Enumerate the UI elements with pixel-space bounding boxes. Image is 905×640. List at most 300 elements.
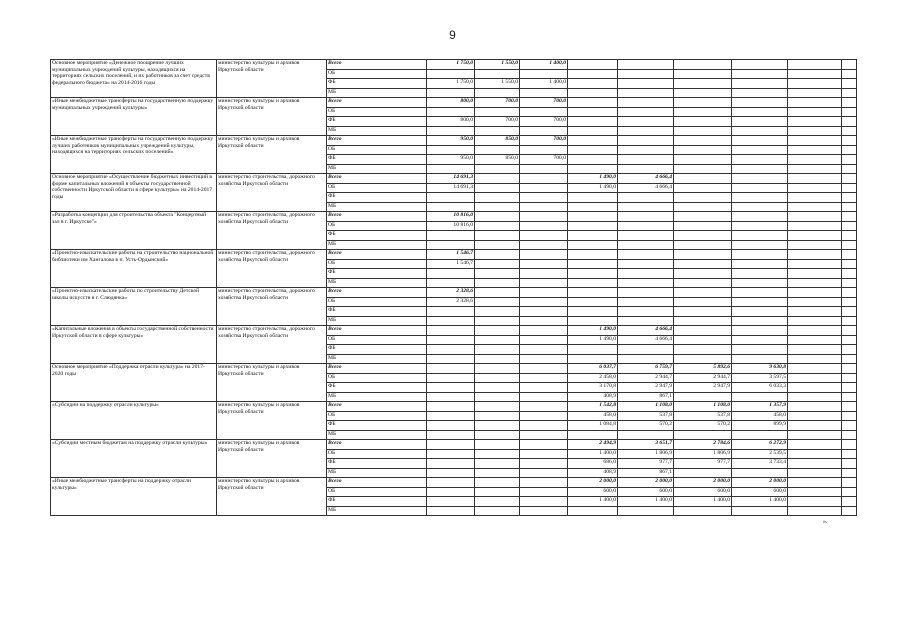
- amount-cell: [618, 288, 674, 298]
- executor-cell: министерство строительства, дорожного хозяйства Иркутской области: [217, 326, 327, 364]
- amount-cell: [475, 335, 520, 345]
- amount-cell: [618, 231, 674, 241]
- amount-cell: 950,0: [427, 155, 475, 165]
- amount-cell: [788, 164, 842, 174]
- funding-source-cell: МБ: [327, 240, 427, 250]
- amount-cell: [842, 345, 857, 355]
- amount-cell: [842, 107, 857, 117]
- amount-cell: [674, 164, 732, 174]
- amount-cell: [475, 468, 520, 478]
- amount-cell: 700,0: [520, 98, 568, 108]
- amount-cell: [842, 193, 857, 203]
- amount-cell: 850,0: [475, 155, 520, 165]
- amount-cell: 6 037,7: [568, 364, 618, 374]
- amount-cell: 700,0: [520, 117, 568, 127]
- amount-cell: [427, 364, 475, 374]
- amount-cell: 1 084,8: [568, 421, 618, 431]
- amount-cell: [618, 69, 674, 79]
- amount-cell: [568, 506, 618, 516]
- table-row: [51, 136, 857, 146]
- amount-cell: [842, 278, 857, 288]
- amount-cell: [475, 411, 520, 421]
- amount-cell: [842, 506, 857, 516]
- amount-cell: [842, 335, 857, 345]
- amount-cell: [732, 126, 788, 136]
- amount-cell: 1 806,9: [674, 449, 732, 459]
- amount-cell: [475, 307, 520, 317]
- table-row: [51, 250, 857, 260]
- amount-cell: [842, 421, 857, 431]
- amount-cell: [568, 79, 618, 89]
- amount-cell: [788, 297, 842, 307]
- amount-cell: [674, 145, 732, 155]
- amount-cell: [618, 316, 674, 326]
- amount-cell: [674, 269, 732, 279]
- amount-cell: [618, 164, 674, 174]
- amount-cell: [475, 364, 520, 374]
- amount-cell: 458,0: [568, 411, 618, 421]
- amount-cell: [788, 440, 842, 450]
- amount-cell: [732, 60, 788, 70]
- amount-cell: [674, 88, 732, 98]
- amount-cell: 2 494,9: [568, 440, 618, 450]
- amount-cell: [520, 354, 568, 364]
- amount-cell: [618, 259, 674, 269]
- amount-cell: [788, 259, 842, 269]
- amount-cell: [618, 278, 674, 288]
- amount-cell: [842, 497, 857, 507]
- amount-cell: 1 490,0: [568, 326, 618, 336]
- funding-source-cell: Всего: [327, 250, 427, 260]
- funding-source-cell: Всего: [327, 288, 427, 298]
- amount-cell: [475, 459, 520, 469]
- amount-cell: [427, 497, 475, 507]
- amount-cell: [842, 117, 857, 127]
- amount-cell: [520, 202, 568, 212]
- amount-cell: [475, 88, 520, 98]
- amount-cell: 1 400,0: [732, 497, 788, 507]
- amount-cell: 3 651,7: [618, 440, 674, 450]
- amount-cell: [520, 88, 568, 98]
- amount-cell: 4 666,4: [618, 335, 674, 345]
- amount-cell: [788, 392, 842, 402]
- amount-cell: [427, 126, 475, 136]
- funding-source-cell: МБ: [327, 468, 427, 478]
- amount-cell: 1 400,0: [568, 497, 618, 507]
- amount-cell: 408,9: [568, 468, 618, 478]
- amount-cell: [788, 79, 842, 89]
- amount-cell: [674, 212, 732, 222]
- amount-cell: [427, 478, 475, 488]
- amount-cell: 700,0: [475, 98, 520, 108]
- amount-cell: [674, 430, 732, 440]
- amount-cell: [568, 155, 618, 165]
- amount-cell: 570,2: [674, 421, 732, 431]
- amount-cell: [788, 183, 842, 193]
- amount-cell: [674, 316, 732, 326]
- amount-cell: [842, 326, 857, 336]
- amount-cell: [674, 136, 732, 146]
- amount-cell: [475, 278, 520, 288]
- amount-cell: [842, 383, 857, 393]
- amount-cell: [842, 136, 857, 146]
- amount-cell: [732, 250, 788, 260]
- amount-cell: [732, 430, 788, 440]
- amount-cell: [520, 497, 568, 507]
- amount-cell: 6 759,7: [618, 364, 674, 374]
- funding-source-cell: ФБ: [327, 421, 427, 431]
- funding-source-cell: Всего: [327, 98, 427, 108]
- funding-source-cell: МБ: [327, 126, 427, 136]
- amount-cell: [427, 278, 475, 288]
- table-row: [51, 288, 857, 298]
- funding-source-cell: МБ: [327, 278, 427, 288]
- amount-cell: [475, 240, 520, 250]
- amount-cell: [842, 297, 857, 307]
- funding-source-cell: Всего: [327, 60, 427, 70]
- activity-name-cell: «Иные межбюджетные трансферты на поддержку отрасли культуры»: [51, 478, 217, 516]
- amount-cell: [568, 107, 618, 117]
- amount-cell: [427, 164, 475, 174]
- amount-cell: [788, 373, 842, 383]
- amount-cell: [674, 126, 732, 136]
- amount-cell: [842, 288, 857, 298]
- amount-cell: [568, 202, 618, 212]
- amount-cell: [568, 250, 618, 260]
- activity-name-cell: «Проектно-изыскательские работы на строительство национальной библиотеки им Хангалова в п. Усть-Ордынский»: [51, 250, 217, 288]
- amount-cell: 800,0: [427, 98, 475, 108]
- amount-cell: [732, 269, 788, 279]
- executor-cell: министерство строительства, дорожного хозяйства Иркутской области: [217, 288, 327, 326]
- amount-cell: [427, 145, 475, 155]
- amount-cell: 4 666,4: [618, 174, 674, 184]
- amount-cell: [788, 430, 842, 440]
- amount-cell: 5 892,6: [674, 364, 732, 374]
- amount-cell: [520, 316, 568, 326]
- funding-source-cell: ОБ: [327, 449, 427, 459]
- amount-cell: [475, 497, 520, 507]
- amount-cell: [520, 383, 568, 393]
- amount-cell: [674, 297, 732, 307]
- amount-cell: [568, 430, 618, 440]
- amount-cell: [842, 183, 857, 193]
- amount-cell: [674, 183, 732, 193]
- amount-cell: [674, 250, 732, 260]
- amount-cell: [842, 392, 857, 402]
- amount-cell: [475, 183, 520, 193]
- amount-cell: [842, 145, 857, 155]
- amount-cell: [618, 88, 674, 98]
- amount-cell: [842, 155, 857, 165]
- amount-cell: [842, 231, 857, 241]
- amount-cell: 2 000,0: [568, 478, 618, 488]
- amount-cell: [674, 345, 732, 355]
- amount-cell: [788, 98, 842, 108]
- amount-cell: [842, 174, 857, 184]
- table-row: [51, 402, 857, 412]
- amount-cell: [520, 174, 568, 184]
- budget-table-body: [51, 60, 857, 516]
- amount-cell: [475, 231, 520, 241]
- amount-cell: [732, 345, 788, 355]
- amount-cell: 2 947,9: [618, 383, 674, 393]
- amount-cell: [520, 193, 568, 203]
- amount-cell: 10 816,0: [427, 221, 475, 231]
- amount-cell: 2 947,9: [674, 383, 732, 393]
- funding-source-cell: МБ: [327, 354, 427, 364]
- amount-cell: [674, 392, 732, 402]
- amount-cell: [475, 402, 520, 412]
- funding-source-cell: Всего: [327, 212, 427, 222]
- amount-cell: [788, 478, 842, 488]
- amount-cell: [842, 259, 857, 269]
- amount-cell: [520, 459, 568, 469]
- amount-cell: [788, 449, 842, 459]
- amount-cell: 977,7: [674, 459, 732, 469]
- amount-cell: 2 944,7: [618, 373, 674, 383]
- amount-cell: [475, 487, 520, 497]
- amount-cell: 2 000,0: [732, 478, 788, 488]
- amount-cell: [732, 335, 788, 345]
- table-row: [51, 364, 857, 374]
- amount-cell: [475, 202, 520, 212]
- funding-source-cell: МБ: [327, 506, 427, 516]
- amount-cell: [427, 421, 475, 431]
- amount-cell: 9 630,8: [732, 364, 788, 374]
- amount-cell: 2 328,6: [427, 288, 475, 298]
- amount-cell: [732, 259, 788, 269]
- amount-cell: [674, 155, 732, 165]
- amount-cell: 1 400,0: [520, 79, 568, 89]
- activity-name-cell: «Проектно-изыскательские работы по строительству Детской школы искусств в г. Слюдянка»: [51, 288, 217, 326]
- amount-cell: [788, 250, 842, 260]
- amount-cell: [618, 250, 674, 260]
- amount-cell: 950,0: [427, 136, 475, 146]
- amount-cell: [788, 345, 842, 355]
- amount-cell: [427, 411, 475, 421]
- amount-cell: [520, 430, 568, 440]
- amount-cell: [674, 69, 732, 79]
- amount-cell: 2 000,0: [618, 478, 674, 488]
- funding-source-cell: ФБ: [327, 231, 427, 241]
- amount-cell: [788, 459, 842, 469]
- amount-cell: [618, 212, 674, 222]
- amount-cell: [568, 307, 618, 317]
- amount-cell: [732, 297, 788, 307]
- funding-source-cell: ОБ: [327, 297, 427, 307]
- amount-cell: [568, 297, 618, 307]
- amount-cell: [475, 212, 520, 222]
- amount-cell: [568, 193, 618, 203]
- amount-cell: [732, 145, 788, 155]
- amount-cell: [520, 250, 568, 260]
- amount-cell: [674, 506, 732, 516]
- amount-cell: [520, 392, 568, 402]
- amount-cell: [788, 383, 842, 393]
- funding-source-cell: ОБ: [327, 183, 427, 193]
- funding-source-cell: ФБ: [327, 117, 427, 127]
- amount-cell: 1 750,0: [427, 79, 475, 89]
- amount-cell: 700,0: [475, 117, 520, 127]
- funding-source-cell: Всего: [327, 402, 427, 412]
- executor-cell: министерство строительства, дорожного хозяйства Иркутской области: [217, 174, 327, 212]
- amount-cell: [788, 269, 842, 279]
- funding-source-cell: ФБ: [327, 79, 427, 89]
- amount-cell: [618, 79, 674, 89]
- amount-cell: [520, 164, 568, 174]
- amount-cell: [674, 288, 732, 298]
- amount-cell: 2 539,5: [732, 449, 788, 459]
- table-row: [51, 174, 857, 184]
- amount-cell: [674, 174, 732, 184]
- amount-cell: 1 550,0: [475, 60, 520, 70]
- amount-cell: [427, 449, 475, 459]
- amount-cell: [618, 345, 674, 355]
- amount-cell: [520, 69, 568, 79]
- amount-cell: [788, 288, 842, 298]
- table-row: [51, 440, 857, 450]
- amount-cell: [475, 164, 520, 174]
- amount-cell: 899,9: [732, 421, 788, 431]
- amount-cell: [674, 60, 732, 70]
- amount-cell: [618, 145, 674, 155]
- funding-source-cell: ОБ: [327, 221, 427, 231]
- funding-source-cell: МБ: [327, 392, 427, 402]
- amount-cell: 1 490,0: [568, 335, 618, 345]
- amount-cell: [842, 307, 857, 317]
- amount-cell: [568, 345, 618, 355]
- amount-cell: 867,1: [618, 392, 674, 402]
- amount-cell: [732, 326, 788, 336]
- amount-cell: [475, 449, 520, 459]
- amount-cell: 1 542,8: [568, 402, 618, 412]
- amount-cell: [520, 288, 568, 298]
- amount-cell: [427, 345, 475, 355]
- amount-cell: [732, 174, 788, 184]
- amount-cell: [475, 221, 520, 231]
- amount-cell: 2 784,6: [674, 440, 732, 450]
- funding-source-cell: ФБ: [327, 193, 427, 203]
- amount-cell: [475, 326, 520, 336]
- amount-cell: [475, 316, 520, 326]
- amount-cell: 1 400,0: [568, 449, 618, 459]
- funding-source-cell: МБ: [327, 430, 427, 440]
- amount-cell: [842, 202, 857, 212]
- amount-cell: [475, 174, 520, 184]
- amount-cell: [842, 449, 857, 459]
- amount-cell: [732, 107, 788, 117]
- amount-cell: [427, 468, 475, 478]
- amount-cell: [568, 316, 618, 326]
- amount-cell: [788, 221, 842, 231]
- amount-cell: 977,7: [618, 459, 674, 469]
- amount-cell: 700,0: [520, 136, 568, 146]
- activity-name-cell: «Капитальные вложения в объекты государственной собственности Иркутской области в сфере культуры»: [51, 326, 217, 364]
- amount-cell: 6 272,9: [732, 440, 788, 450]
- amount-cell: [788, 240, 842, 250]
- amount-cell: 600,0: [618, 487, 674, 497]
- amount-cell: [732, 288, 788, 298]
- funding-source-cell: ФБ: [327, 459, 427, 469]
- amount-cell: [788, 88, 842, 98]
- amount-cell: [520, 373, 568, 383]
- amount-cell: [427, 269, 475, 279]
- amount-cell: [732, 79, 788, 89]
- amount-cell: [427, 430, 475, 440]
- amount-cell: 1 546,7: [427, 250, 475, 260]
- funding-source-cell: МБ: [327, 202, 427, 212]
- amount-cell: [427, 402, 475, 412]
- amount-cell: [732, 202, 788, 212]
- amount-cell: [674, 221, 732, 231]
- amount-cell: 867,1: [618, 468, 674, 478]
- amount-cell: [618, 136, 674, 146]
- amount-cell: [732, 354, 788, 364]
- amount-cell: 1 108,0: [618, 402, 674, 412]
- amount-cell: [788, 326, 842, 336]
- amount-cell: [618, 430, 674, 440]
- amount-cell: [427, 354, 475, 364]
- amount-cell: [618, 98, 674, 108]
- funding-source-cell: Всего: [327, 136, 427, 146]
- amount-cell: [732, 506, 788, 516]
- amount-cell: 4 666,4: [618, 183, 674, 193]
- amount-cell: [788, 335, 842, 345]
- amount-cell: [788, 402, 842, 412]
- activity-name-cell: «Субсидии местным бюджетам на поддержку отрасли культуры»: [51, 440, 217, 478]
- funding-source-cell: ОБ: [327, 69, 427, 79]
- amount-cell: [568, 288, 618, 298]
- amount-cell: [520, 183, 568, 193]
- activity-name-cell: «Разработка концепции для строительства объекта "Концертный зал в г. Иркутске"»: [51, 212, 217, 250]
- amount-cell: 1 400,0: [520, 60, 568, 70]
- amount-cell: [788, 487, 842, 497]
- amount-cell: [475, 145, 520, 155]
- amount-cell: [732, 278, 788, 288]
- amount-cell: [568, 88, 618, 98]
- amount-cell: [520, 259, 568, 269]
- amount-cell: [674, 326, 732, 336]
- amount-cell: [475, 193, 520, 203]
- amount-cell: [475, 288, 520, 298]
- page-number: 9: [449, 28, 456, 42]
- amount-cell: 14 691,3: [427, 183, 475, 193]
- amount-cell: [618, 193, 674, 203]
- amount-cell: [618, 107, 674, 117]
- amount-cell: 2 328,6: [427, 297, 475, 307]
- amount-cell: [520, 506, 568, 516]
- funding-source-cell: ОБ: [327, 145, 427, 155]
- amount-cell: [674, 354, 732, 364]
- executor-cell: министерство культуры и архивов Иркутской области: [217, 440, 327, 478]
- amount-cell: 14 691,3: [427, 174, 475, 184]
- funding-source-cell: ФБ: [327, 155, 427, 165]
- amount-cell: [427, 335, 475, 345]
- table-row: [51, 478, 857, 488]
- amount-cell: [520, 411, 568, 421]
- amount-cell: [568, 221, 618, 231]
- closing-quote-mark: ».: [823, 519, 828, 525]
- budget-table: [50, 59, 857, 516]
- amount-cell: [732, 117, 788, 127]
- amount-cell: [427, 307, 475, 317]
- amount-cell: [788, 145, 842, 155]
- amount-cell: [732, 183, 788, 193]
- amount-cell: [788, 411, 842, 421]
- amount-cell: [520, 421, 568, 431]
- amount-cell: 1 750,0: [427, 60, 475, 70]
- amount-cell: [842, 88, 857, 98]
